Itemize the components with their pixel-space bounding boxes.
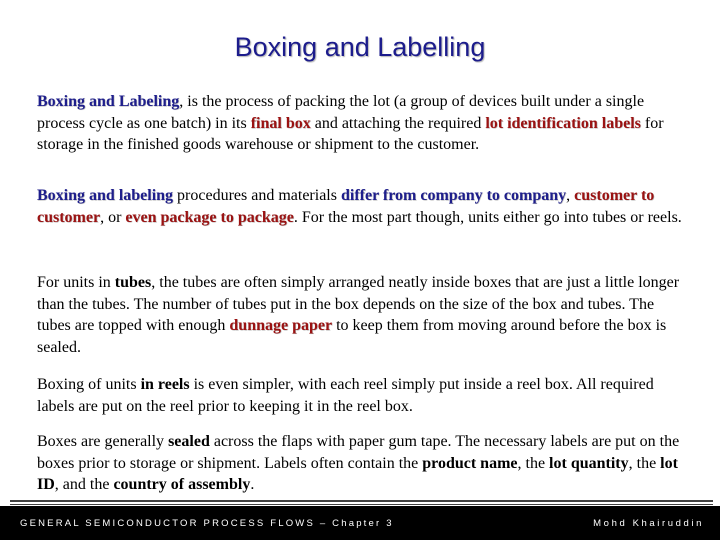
text-run: Boxing of units — [37, 376, 141, 393]
term-lot-identification-labels: lot identification labels — [485, 114, 641, 132]
text-run: and attaching the required — [310, 114, 486, 132]
term-lot-quantity: lot quantity — [549, 454, 629, 472]
paragraph-sealing-labels — [37, 431, 685, 496]
paragraph-procedures — [37, 185, 685, 228]
text-run: For units in — [37, 274, 115, 291]
paragraph-boxing-definition — [37, 91, 685, 156]
text-run: Boxes are generally — [37, 433, 169, 450]
footer-author: Mohd Khairuddin — [593, 518, 704, 529]
text-run: to keep them from moving around before the box is sealed. — [37, 317, 667, 356]
footer-divider — [10, 500, 713, 502]
term-country-of-assembly: country of assembly — [113, 476, 251, 493]
footer-course-title: GENERAL SEMICONDUCTOR PROCESS FLOWS – Chapter 3 — [20, 518, 394, 529]
text-run: across the flaps with paper gum tape. The necessary labels are put on the boxes prior to storage or shipment. Labels often contain the — [37, 433, 680, 472]
term-boxing-and-labeling: Boxing and labeling — [37, 187, 174, 204]
term-dunnage-paper: dunnage paper — [229, 317, 333, 334]
term-differ-company: differ from company to company — [340, 187, 567, 204]
footer-bar — [0, 506, 720, 540]
term-boxing-and-labeling: Boxing and Labeling — [37, 93, 180, 110]
text-run: procedures and materials — [173, 187, 341, 204]
term-tubes: tubes — [114, 274, 152, 291]
text-run: , and the — [54, 476, 114, 493]
paragraph-reels — [37, 374, 685, 417]
paragraph-tubes — [37, 272, 685, 358]
text-run: , — [566, 187, 575, 204]
term-in-reels: in reels — [140, 376, 190, 393]
text-run: . — [250, 476, 255, 493]
text-run: for storage in the finished goods warehouse or shipment to the customer. — [37, 114, 664, 153]
text-run: is even simpler, with each reel simply put inside a reel box. All required labels are put on the reel prior to keeping it in the reel box. — [37, 376, 654, 415]
text-run: , the — [628, 454, 661, 472]
term-lot-id: lot ID — [37, 454, 678, 493]
text-run: , the tubes are often simply arranged neatly inside boxes that are just a little longer than the tubes. The number of tubes put in the box depends on the size of the box and tubes. The tubes are topped with enough — [37, 274, 680, 334]
term-product-name: product name — [422, 454, 518, 472]
term-customer-to-customer: customer to customer — [37, 187, 655, 226]
slide-title: Boxing and Labelling — [234, 32, 486, 62]
text-run: , or — [100, 208, 126, 226]
text-run: . For the most part though, units either go into tubes or reels. — [293, 208, 682, 226]
footer-divider-thin — [10, 504, 713, 505]
text-run: , the — [517, 454, 550, 472]
term-sealed: sealed — [168, 433, 210, 450]
term-package-to-package: even package to package — [125, 208, 294, 226]
text-run: , is the process of packing the lot (a group of devices built under a single process cycle as one batch) in its — [37, 93, 645, 132]
term-final-box: final box — [250, 114, 311, 132]
